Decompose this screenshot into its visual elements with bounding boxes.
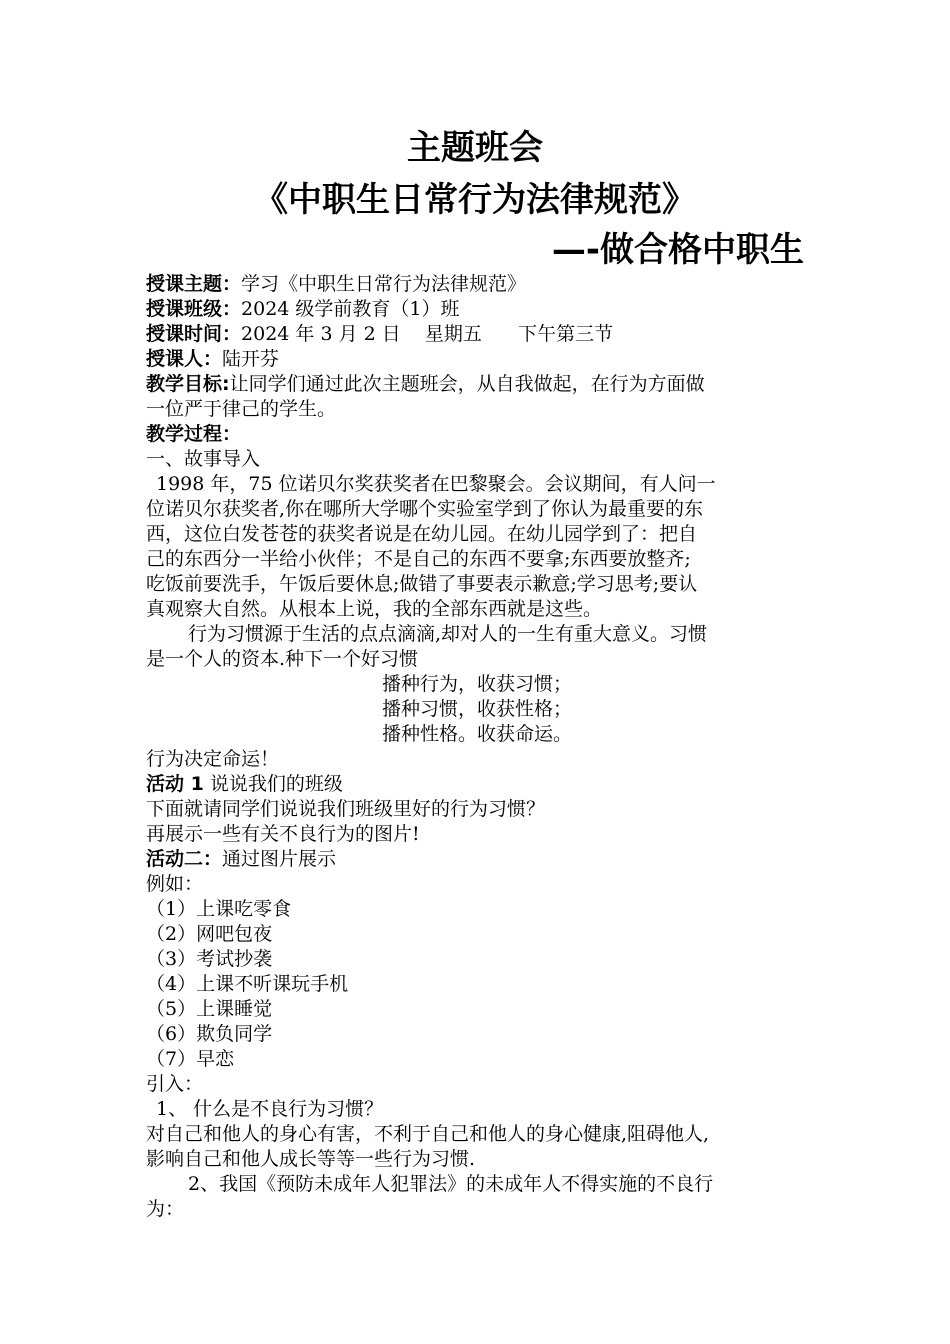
activity1-line: 下面就请同学们说说我们班级里好的行为习惯？ — [146, 798, 546, 820]
process-label: 教学过程： — [146, 423, 242, 445]
list-item: （2）网吧包夜 — [146, 923, 273, 945]
question-2: 2、我国《预防未成年人犯罪法》的未成年人不得实施的不良行 — [188, 1173, 714, 1195]
teacher-value: 陆开芬 — [222, 348, 280, 370]
topic-value: 学习《中职生日常行为法律规范》 — [241, 273, 527, 295]
goal-row — [146, 372, 806, 397]
answer-line: 影响自己和他人成长等等一些行为习惯. — [146, 1148, 476, 1170]
activity1-heading — [146, 772, 806, 797]
activity2-label: 活动二： — [146, 848, 223, 870]
answer-line: 对自己和他人的身心有害，不利于自己和他人的身心健康,阻碍他人, — [146, 1123, 710, 1145]
doc-title: 主题班会 — [407, 128, 543, 168]
verse-line: 播种习惯，收获性格； — [382, 698, 573, 720]
question-2-continued: 为： — [146, 1198, 185, 1220]
story-line: 1998 年，75 位诺贝尔奖获奖者在巴黎聚会。会议期间，有人问一 — [156, 473, 716, 495]
story-line: 己的东西分一半给小伙伴；不是自己的东西不要拿;东西要放整齐; — [146, 548, 691, 570]
doc-subtitle: 《中职生日常行为法律规范》 — [254, 180, 696, 220]
list-item: （5）上课睡觉 — [146, 998, 273, 1020]
time-row — [146, 322, 806, 347]
list-item: （7）早恋 — [146, 1048, 235, 1070]
intro-label: 引入： — [146, 1073, 204, 1095]
story-line: 西，这位白发苍苍的获奖者说是在幼儿园。在幼儿园学到了：把自 — [146, 523, 698, 545]
time-label: 授课时间： — [146, 323, 242, 345]
goal-continued: 一位严于律己的学生。 — [146, 398, 337, 420]
habit-line: 是一个人的资本.种下一个好习惯 — [146, 648, 419, 670]
list-item: （6）欺负同学 — [146, 1023, 273, 1045]
story-line: 吃饭前要洗手，午饭后要休息;做错了事要表示歉意;学习思考;要认 — [146, 573, 698, 595]
topic-row — [146, 272, 806, 297]
example-label: 例如： — [146, 873, 204, 895]
habit-line: 行为习惯源于生活的点点滴滴,却对人的一生有重大意义。习惯 — [188, 623, 708, 645]
list-item: （1）上课吃零食 — [146, 898, 292, 920]
doc-body — [146, 272, 806, 1222]
activity2-heading — [146, 847, 806, 872]
teacher-row — [146, 347, 806, 372]
time-value: 2024 年 3 月 2 日 星期五 下午第三节 — [241, 323, 614, 345]
activity1-line: 再展示一些有关不良行为的图片! — [146, 823, 420, 845]
list-item: （4）上课不听课玩手机 — [146, 973, 349, 995]
topic-label: 授课主题： — [146, 273, 242, 295]
verse-line: 播种性格。收获命运。 — [382, 723, 573, 745]
class-value: 2024 级学前教育（1）班 — [241, 298, 460, 320]
teacher-label: 授课人： — [146, 348, 223, 370]
activity1-label: 活动 1 — [146, 773, 204, 795]
activity1-title: 说说我们的班级 — [209, 773, 343, 795]
list-item: （3）考试抄袭 — [146, 948, 273, 970]
question-1: 1、 什么是不良行为习惯？ — [156, 1098, 384, 1120]
class-label: 授课班级： — [146, 298, 242, 320]
verse-line: 播种行为，收获习惯； — [382, 673, 573, 695]
class-row — [146, 297, 806, 322]
story-line: 真观察大自然。从根本上说，我的全部东西就是这些。 — [146, 598, 603, 620]
doc-tagline: —-做合格中职生 — [551, 230, 804, 270]
story-line: 位诺贝尔获奖者,你在哪所大学哪个实验室学到了你认为最重要的东 — [146, 498, 704, 520]
story-conclusion: 行为决定命运！ — [146, 748, 280, 770]
goal-label: 教学目标: — [146, 373, 230, 395]
story-heading: 一、故事导入 — [146, 448, 261, 470]
activity2-title: 通过图片展示 — [222, 848, 337, 870]
goal-value: 让同学们通过此次主题班会，从自我做起，在行为方面做 — [229, 373, 705, 395]
